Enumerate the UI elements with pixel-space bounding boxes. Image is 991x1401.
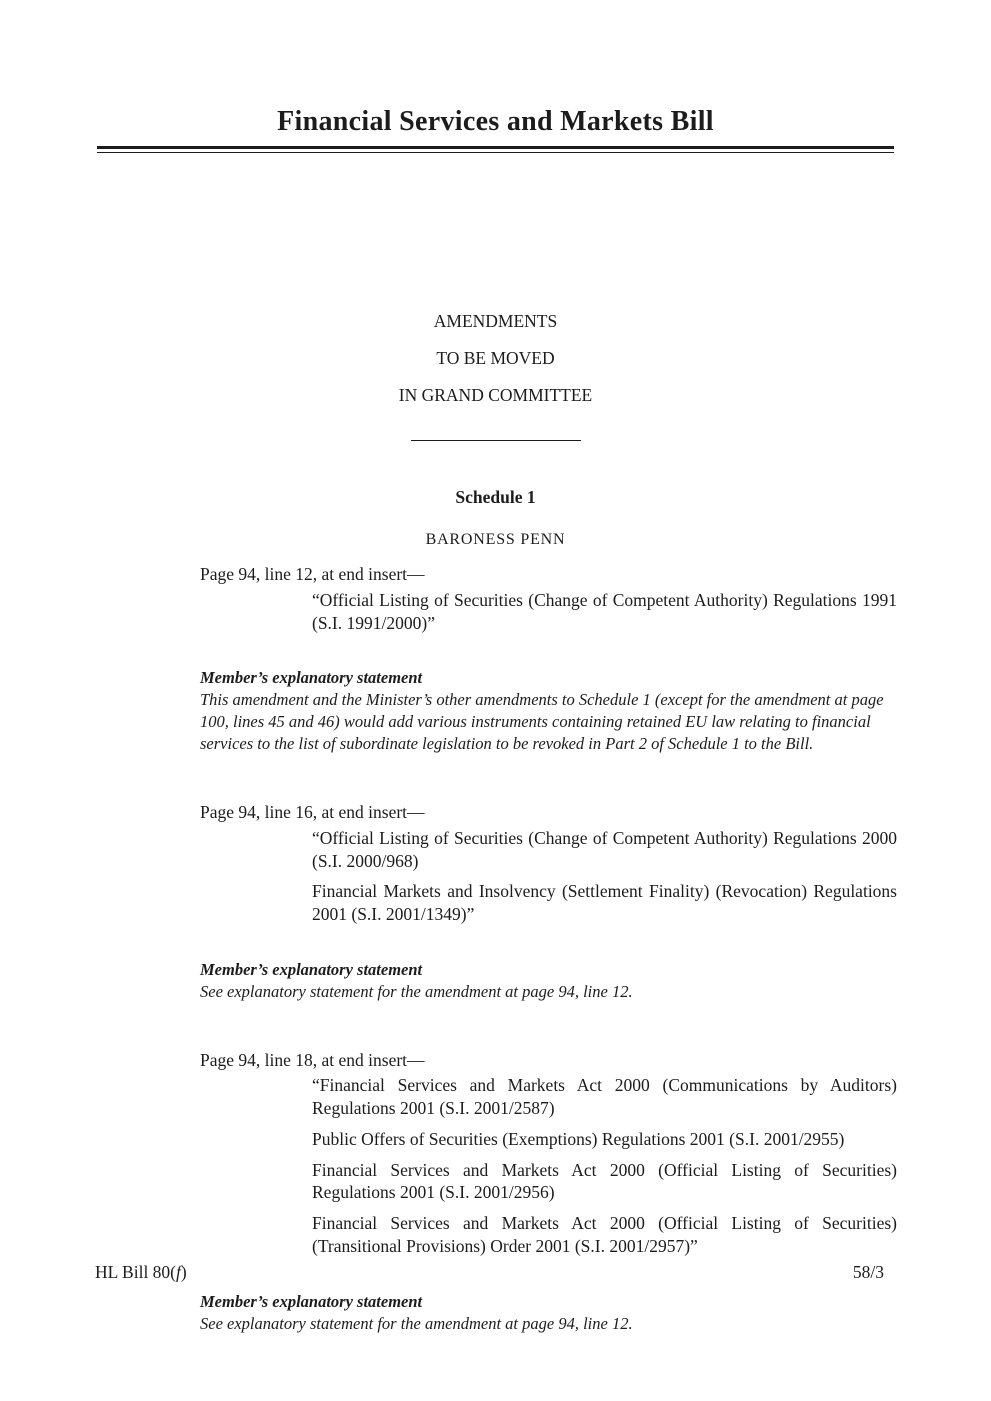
schedule-heading: Schedule 1 [455,487,536,507]
footer-bill-number-italic: f [176,1262,181,1282]
separator-rule [411,440,581,441]
amendment-insert-text: “Official Listing of Securities (Change of Competent Authority) Regulations 1991 (S.I. 1991/2000)” [312,589,897,633]
footer-bill-number-suffix: ) [180,1262,187,1282]
explanatory-statement-text: This amendment and the Minister’s other amendments to Schedule 1 (except for the amendment at page 100, lines 45 and 46) would add various instruments containing retained EU law relating to financial services to the list of subordinate legislation to be revoked in Part 2 of Schedule 1 to the Bill. [200,690,884,754]
explanatory-statement-heading: Member’s explanatory statement [200,959,423,979]
sponsor-name: BARONESS PENN [425,531,566,548]
explanatory-statement-text: See explanatory statement for the amendment at page 94, line 12. [200,981,633,1001]
page-footer [95,1262,884,1283]
amendment-inserts [0,1074,991,1257]
amendment-lead-in: Page 94, line 18, at end insert— [200,1049,425,1070]
amendment-insert-text: “Financial Services and Markets Act 2000 (Communications by Auditors) Regulations 2001 (S.I. 2001/2587) [312,1075,897,1119]
amendment-block [0,1049,991,1335]
explanatory-statement-text: See explanatory statement for the amendment at page 94, line 12. [200,1313,633,1333]
amendment-lead-in: Page 94, line 16, at end insert— [200,802,425,822]
bill-title: Financial Services and Markets Bill [277,106,714,137]
amendment-insert-text: “Official Listing of Securities (Change of Competent Authority) Regulations 2000 (S.I. 2000/968) [312,827,897,871]
intro-line-committee: IN GRAND COMMITTEE [398,385,593,405]
amendment-insert-text: Financial Services and Markets Act 2000 (Official Listing of Securities) Regulations 2001 (S.I. 2001/2956) [312,1159,897,1203]
amendment-lead-in: Page 94, line 12, at end insert— [200,564,425,584]
intro-line-to-be-moved: TO BE MOVED [436,348,555,368]
footer-bill-number-prefix: HL Bill 80( [95,1262,177,1282]
amendment-insert-text: Public Offers of Securities (Exemptions) Regulations 2001 (S.I. 2001/2955) [312,1128,845,1149]
title-double-rule [97,146,894,153]
amendment-block [0,563,991,755]
footer-bill-number [95,1262,187,1283]
amendment-insert-text: Financial Markets and Insolvency (Settlement Finality) (Revocation) Regulations 2001 (S.I. 2001/1349)” [312,881,897,924]
amendment-inserts [0,589,991,635]
footer-page-ref: 58/3 [852,1262,884,1282]
explanatory-statement-heading: Member’s explanatory statement [200,668,423,688]
intro-line-amendments: AMENDMENTS [433,311,558,331]
amendment-insert-text: Financial Services and Markets Act 2000 (Official Listing of Securities) (Transitional Provisions) Order 2001 (S.I. 2001/2957)” [312,1213,897,1256]
amendment-block [0,801,991,1003]
explanatory-statement-heading: Member’s explanatory statement [200,1291,423,1311]
amendment-inserts [0,827,991,926]
amendments-intro [0,303,991,414]
